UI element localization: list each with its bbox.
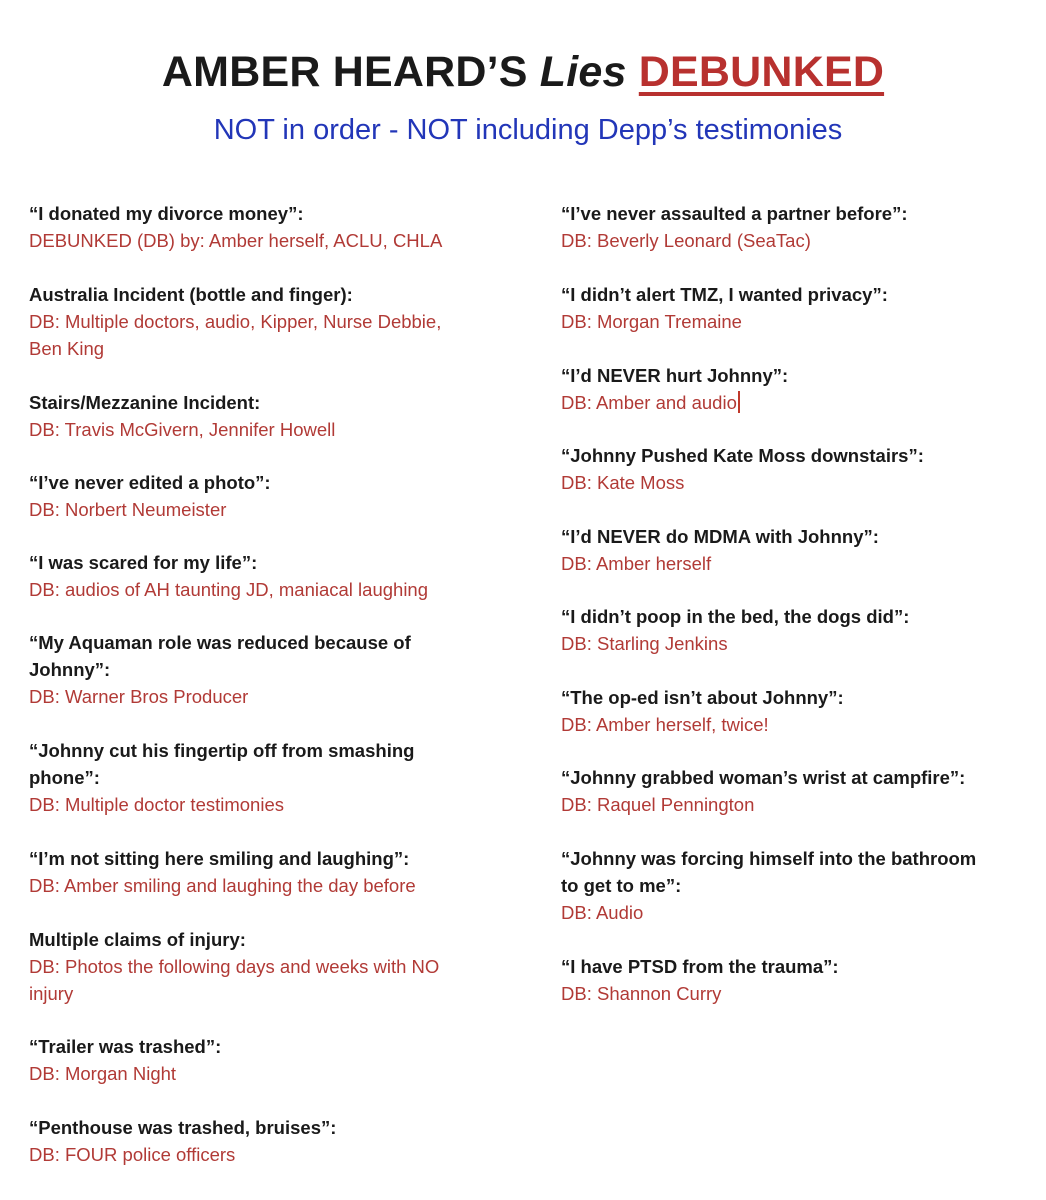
debunk-text: DB: Amber herself, twice! [561,714,769,735]
claim-text: Multiple claims of injury: [29,929,246,950]
claim-text: “I donated my divorce money”: [29,203,304,224]
debunk-text: DB: Multiple doctor testimonies [29,794,284,815]
claim-text: “I’ve never assaulted a partner before”: [561,203,908,224]
debunk-text: DB: Norbert Neumeister [29,499,227,520]
debunk-text: DB: Travis McGivern, Jennifer Howell [29,419,336,440]
claim-text: “The op-ed isn’t about Johnny”: [561,687,844,708]
claim-text: “I’d NEVER hurt Johnny”: [561,365,789,386]
list-item [29,469,529,523]
debunk-text: DB: Beverly Leonard (SeaTac) [561,230,811,251]
list-item [29,1033,529,1087]
list-item [29,1114,529,1168]
debunk-text-value: DB: Amber and audio [561,392,737,413]
title-debunked: DEBUNKED [638,48,885,96]
list-item [561,845,1036,926]
list-item [561,523,1036,577]
debunk-text: DB: Kate Moss [561,472,685,493]
claim-text: Australia Incident (bottle and finger): [29,284,353,305]
title-text: AMBER HEARD’S [161,48,540,96]
list-item [29,737,529,818]
debunk-text [561,389,1036,416]
page-title [0,42,1046,102]
claim-text: “I was scared for my life”: [29,552,258,573]
claim-text: “My Aquaman role was reduced because of Johnny”: [29,632,411,680]
debunk-text: DB: Amber herself [561,553,712,574]
debunk-text: DB: Photos the following days and weeks with NO injury [29,956,440,1004]
page-subtitle: NOT in order - NOT including Depp’s testimonies [213,114,843,146]
list-item [29,389,529,443]
list-item [29,549,529,603]
list-item [561,603,1036,657]
claim-text: “Penthouse was trashed, bruises”: [29,1117,337,1138]
debunk-text: DB: Shannon Curry [561,983,722,1004]
debunk-text: DB: FOUR police officers [29,1144,236,1165]
list-item [561,764,1036,818]
list-item [561,953,1036,1007]
title-lies: Lies [539,48,627,96]
debunk-text: DB: Raquel Pennington [561,794,755,815]
claim-text: “I have PTSD from the trauma”: [561,956,839,977]
claim-text: “I didn’t alert TMZ, I wanted privacy”: [561,284,888,305]
debunk-text: DEBUNKED (DB) by: Amber herself, ACLU, CHLA [29,230,443,251]
claim-text: “Johnny was forcing himself into the bathroom to get to me”: [561,848,977,896]
debunk-text: DB: Amber smiling and laughing the day before [29,875,416,896]
list-item [29,845,529,899]
claim-text: “I’ve never edited a photo”: [29,472,271,493]
claim-text: “Johnny cut his fingertip off from smashing phone”: [29,740,415,788]
claim-text: “Johnny grabbed woman’s wrist at campfire”: [561,767,966,788]
debunk-text: DB: audios of AH taunting JD, maniacal laughing [29,579,429,600]
list-item [561,442,1036,496]
claim-text: “Johnny Pushed Kate Moss downstairs”: [561,445,924,466]
debunk-text: DB: Starling Jenkins [561,633,728,654]
list-item [29,926,529,1007]
claim-text: “Trailer was trashed”: [29,1036,222,1057]
list-item [29,200,529,254]
debunk-text: DB: Morgan Night [29,1063,177,1084]
claim-text: Stairs/Mezzanine Incident: [29,392,261,413]
list-item [561,684,1036,738]
text-cursor-icon [738,391,740,413]
list-item [561,200,1036,254]
list-item [29,629,529,710]
debunk-text: DB: Audio [561,902,644,923]
debunk-text: DB: Morgan Tremaine [561,311,742,332]
claim-text: “I’m not sitting here smiling and laughing”: [29,848,410,869]
list-item [29,281,529,362]
claim-text: “I’d NEVER do MDMA with Johnny”: [561,526,879,547]
claim-text: “I didn’t poop in the bed, the dogs did”: [561,606,910,627]
debunk-text: DB: Multiple doctors, audio, Kipper, Nurse Debbie, Ben King [29,311,442,359]
debunk-text: DB: Warner Bros Producer [29,686,249,707]
list-item [561,281,1036,335]
list-item [561,362,1036,416]
